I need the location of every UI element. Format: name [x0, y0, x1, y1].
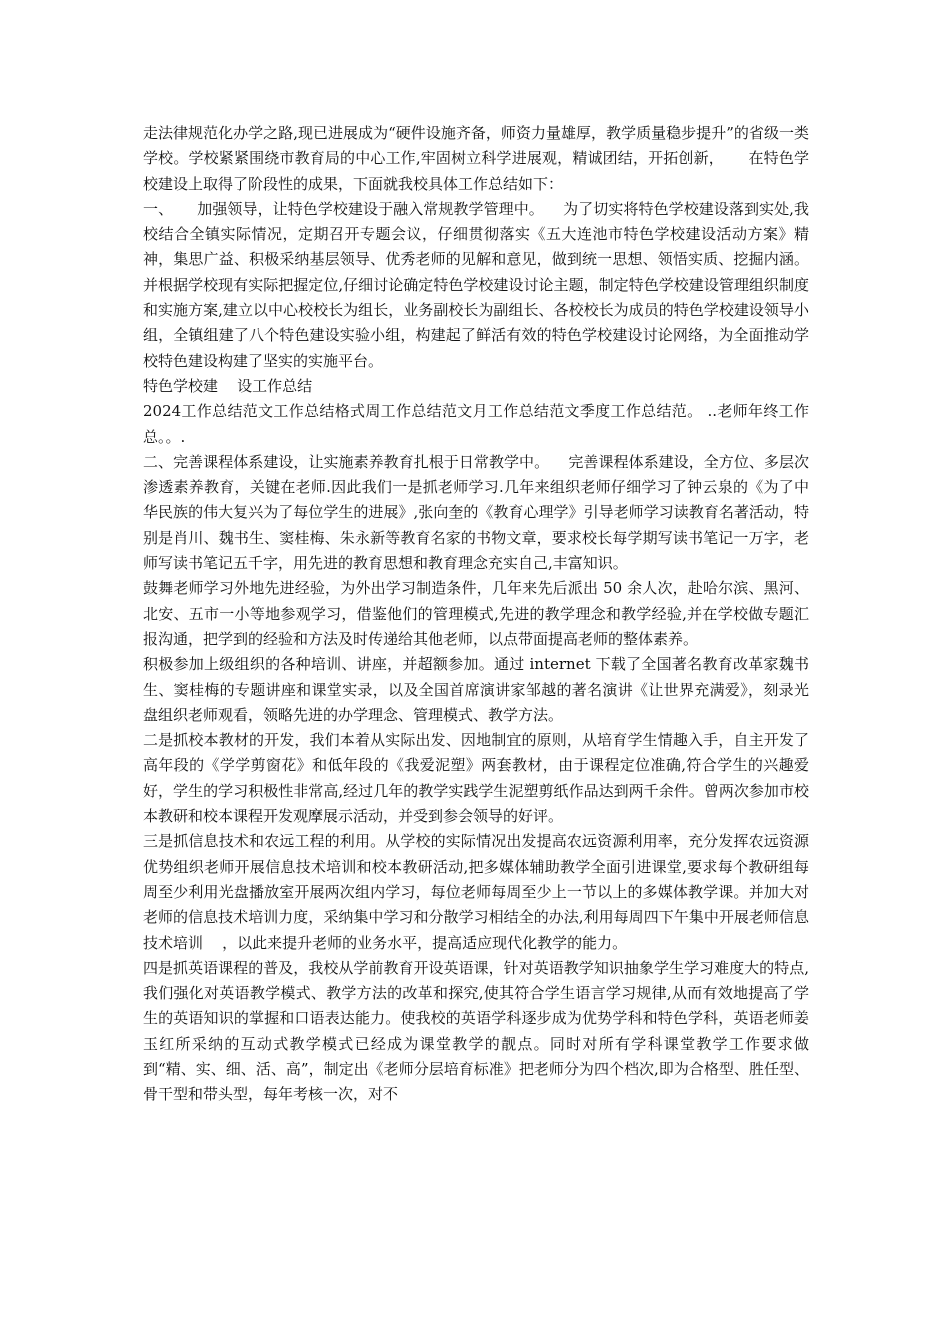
- paragraph-english-course: 四是抓英语课程的普及，我校从学前教育开设英语课，针对英语教学知识抽象学生学习难度大的特点,我们强化对英语教学模式、教学方法的改革和探究,使其符合学生语言学习规律,从而有效地提高了学生的英语知识的掌握和口语表达能力。使我校的英语学科逐步成为优势学科和特色学科，英语老师姜玉红所采纳的互动式教学模式已经成为课堂教学的靓点。同时对所有学科课堂教学工作要求做到“精、实、细、活、高”，制定出《老师分层培育标准》把老师分为四个档次,即为合格型、胜任型、骨干型和带头型，每年考核一次，对不: [143, 958, 809, 1104]
- paragraph-intro: 走法律规范化办学之路,现已进展成为“硬件设施齐备，师资力量雄厚，教学质量稳步提升”的省级一类学校。学校紧紧围绕市教育局的中心工作,牢固树立科学进展观，精诚团结，开拓创新， 在特色学校建设上取得了阶段性的成果，下面就我校具体工作总结如下：: [143, 124, 809, 193]
- paragraph-external-learning: 鼓舞老师学习外地先进经验，为外出学习制造条件，几年来先后派出 50 余人次，赴哈尔滨、黑河、北安、五市一小等地参观学习，借鉴他们的管理模式,先进的教学理念和教学经验,并在学校做专题汇报沟通，把学到的经验和方法及时传递给其他老师，以点带面提高老师的整体素养。: [143, 579, 809, 648]
- paragraph-inserted-title: 特色学校建 设工作总结: [143, 376, 313, 395]
- paragraph-section-one: 一、 加强领导，让特色学校建设于融入常规教学管理中。 为了切实将特色学校建设落到实处,我校结合全镇实际情况，定期召开专题会议，仔细贯彻落实《五大连池市特色学校建设活动方案》精神，集思广益、积极采纳基层领导、优秀老师的见解和意见，做到统一思想、领悟实质、挖掘内涵。并根据学校现有实际把握定位,仔细讨论确定特色学校建设讨论主题，制定特色学校建设管理组织制度和实施方案,建立以中心校校长为组长，业务副校长为副组长、各校校长为成员的特色学校建设领导小组，全镇组建了八个特色建设实验小组，构建起了鲜活有效的特色学校建设讨论网络，为全面推动学校特色建设构建了坚实的实施平台。: [143, 199, 809, 370]
- paragraph-information-technology: 三是抓信息技术和农远工程的利用。从学校的实际情况出发提高农远资源利用率，充分发挥农远资源优势组织老师开展信息技术培训和校本教研活动,把多媒体辅助教学全面引进课堂,要求每个教研组每周至少利用光盘播放室开展两次组内学习，每位老师每周至少上一节以上的多媒体教学课。并加大对老师的信息技术培训力度，采纳集中学习和分散学习相结全的办法,利用每周四下午集中开展老师信息技术培训 ，以此来提升老师的业务水平，提高适应现代化教学的能力。: [143, 832, 809, 952]
- paragraph-school-textbooks: 二是抓校本教材的开发，我们本着从实际出发、因地制宜的原则，从培育学生情趣入手，自主开发了高年段的《学学剪窗花》和低年段的《我爱泥塑》两套教材，由于课程定位准确,符合学生的兴趣爱好，学生的学习积极性非常高,经过几年的教学实践学生泥塑剪纸作品达到两千余件。曾两次参加市校本教研和校本课程开发观摩展示活动，并受到参会领导的好评。: [143, 731, 809, 826]
- paragraph-training: 积极参加上级组织的各种培训、讲座，并超额参加。通过 internet 下载了全国著名教育改革家魏书生、窦桂梅的专题讲座和课堂实录，以及全国首席演讲家邹越的著名演讲《让世界充满爱》，刻录光盘组织老师观看，领略先进的办学理念、管理模式、教学方法。: [143, 655, 809, 724]
- paragraph-section-two: 二、完善课程体系建设，让实施素养教育扎根于日常教学中。 完善课程体系建设，全方位、多层次渗透素养教育，关键在老师.因此我们一是抓老师学习.几年来组织老师仔细学习了钟云泉的《为了中华民族的伟大复兴为了每位学生的进展》,张向奎的《教育心理学》引导老师学习读教育名著活动，特别是肖川、魏书生、窦桂梅、朱永新等教育名家的书物文章，要求校长每学期写读书笔记一万字，老师写读书笔记五千字，用先进的教育思想和教育理念充实自己,丰富知识。: [143, 452, 809, 573]
- document-body: [143, 121, 809, 1108]
- paragraph-inserted-links: 2024工作总结范文工作总结格式周工作总结范文月工作总结范文季度工作总结范。 ..老师年终工作总。。.: [143, 402, 809, 446]
